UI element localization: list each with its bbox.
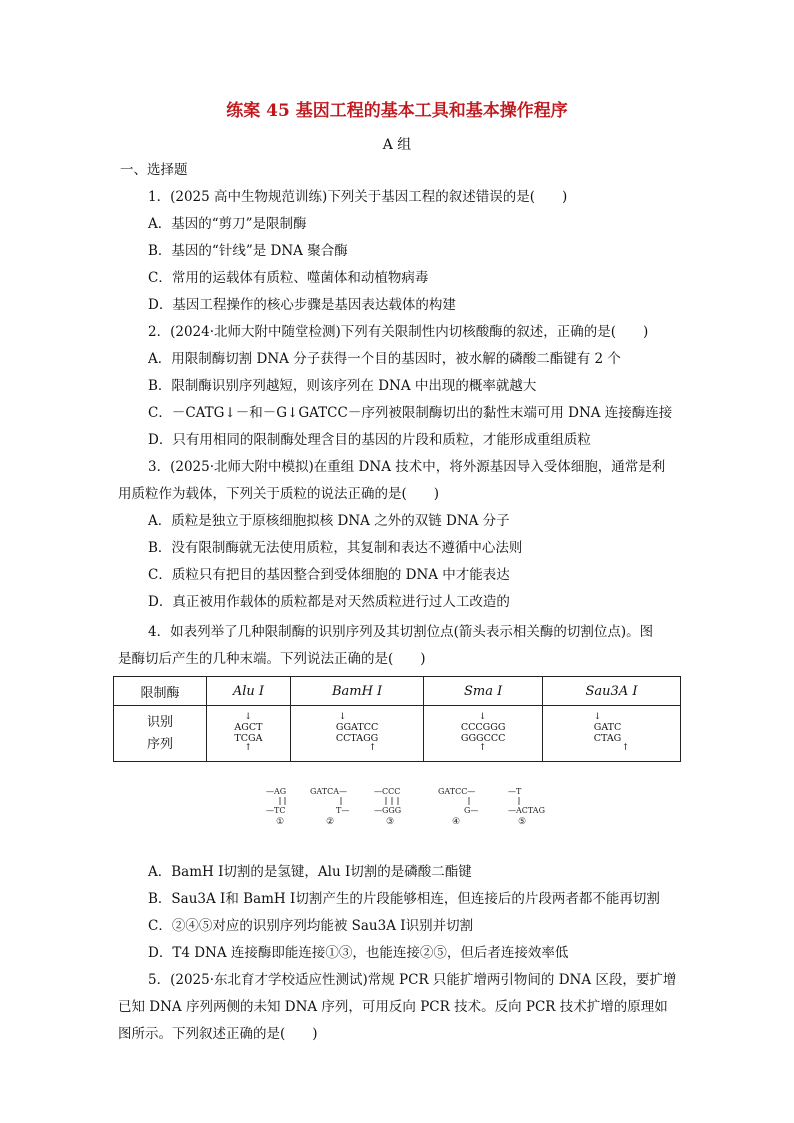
sticky-ends-figure [262,786,562,832]
table-header-sau3a: Sau3A Ⅰ [543,677,681,706]
q4-option-a[interactable]: A．BamH Ⅰ切割的是氢键，Alu Ⅰ切割的是磷酸二酯键 [148,864,472,880]
end-1-bottom: —TC [266,806,286,815]
cut-arrow-up-icon: ↑ [244,743,252,753]
end-3-number: ③ [386,817,395,827]
q1-stem: 1．(2025 高中生物规范训练)下列关于基因工程的叙述错误的是( ) [148,189,568,205]
page-title: 练案 45 基因工程的基本工具和基本操作程序 [226,101,568,121]
q3-option-c[interactable]: C．质粒只有把目的基因整合到受体细胞的 DNA 中才能表达 [148,567,510,583]
q4-option-d[interactable]: D．T4 DNA 连接酶即能连接①③，也能连接②⑤，但后者连接效率低 [148,945,569,961]
cut-arrow-up-icon: ↑ [478,743,487,753]
q5-stem-line2: 已知 DNA 序列两侧的未知 DNA 序列，可用反向 PCR 技术。反向 PCR 技术扩增的原理如 [118,999,668,1015]
end-1-number: ① [276,817,285,827]
cut-arrow-down-icon: ↓ [593,712,602,722]
table-header-sma: Sma Ⅰ [424,677,543,706]
q3-option-b[interactable]: B．没有限制酶就无法使用质粒，其复制和表达不遵循中心法则 [148,540,523,556]
q3-stem-line2: 用质粒作为载体，下列关于质粒的说法正确的是( ) [118,486,440,502]
table-header-alu: Alu Ⅰ [207,677,291,706]
seq-top: GATC [593,722,622,733]
end-4-top: GATCC— [438,787,476,796]
seq-top: AGCT [234,722,263,733]
end-4-bottom: G— [464,806,479,815]
end-2-top: GATCA— [310,787,347,796]
section-heading: 一、选择题 [120,162,188,178]
q2-option-b[interactable]: B．限制酶识别序列越短，则该序列在 DNA 中出现的概率就越大 [148,378,537,394]
table-header-bamh: BamH Ⅰ [290,677,423,706]
q4-option-c[interactable]: C．②④⑤对应的识别序列均能被 Sau3A Ⅰ识别并切割 [148,918,474,934]
sticky-ends-diagram [262,786,562,832]
seq-cell-sau3a [543,706,681,762]
enzyme-table [113,676,681,762]
q5-stem-line1: 5．(2025·东北育才学校适应性测试)常规 PCR 只能扩增两引物间的 DNA 区段，要扩增 [148,972,677,988]
seq-top: GGATCC [335,722,379,733]
q1-option-d[interactable]: D．基因工程操作的核心步骤是基因表达载体的构建 [148,297,456,313]
end-2-number: ② [326,817,335,827]
table-header-enzyme: 限制酶 [114,677,207,706]
q2-option-d[interactable]: D．只有用相同的限制酶处理含目的基因的片段和质粒，才能形成重组质粒 [148,432,591,448]
q4-stem-line1: 4．如表列举了几种限制酶的识别序列及其切割位点(箭头表示相关酶的切割位点)。图 [148,624,654,640]
end-2-bottom: T— [336,806,350,815]
q5-stem-line3: 图所示。下列叙述正确的是( ) [118,1026,318,1042]
seq-bottom: GGGCCC [460,733,506,744]
seq-top: CCCGGG [460,722,506,733]
seq-bottom: TCGA [234,733,263,744]
cut-arrow-down-icon: ↓ [244,712,252,722]
q2-option-c[interactable]: C．－CATG↓－和－G↓GATCC－序列被限制酶切出的黏性末端可用 DNA 连接酶连接 [148,405,673,421]
q1-option-c[interactable]: C．常用的运载体有质粒、噬菌体和动植物病毒 [148,270,429,286]
q2-stem: 2．(2024·北师大附中随堂检测)下列有关限制性内切核酸酶的叙述，正确的是( ) [148,324,649,340]
q3-stem-line1: 3．(2025·北师大附中模拟)在重组 DNA 技术中，将外源基因导入受体细胞，通常是利 [148,459,666,475]
cut-arrow-up-icon: ↑ [368,743,377,753]
q2-option-a[interactable]: A．用限制酶切割 DNA 分子获得一个目的基因时，被水解的磷酸二酯键有 2 个 [148,351,621,367]
cut-arrow-up-icon: ↑ [621,743,630,753]
end-3-top: —CCC [374,787,401,796]
end-4-number: ④ [452,817,461,827]
seq-bottom: CCTAGG [335,733,379,744]
cut-arrow-down-icon: ↓ [478,712,487,722]
seq-cell-sma [424,706,543,762]
q1-option-a[interactable]: A．基因的“剪刀”是限制酶 [148,216,307,232]
seq-cell-alu [207,706,291,762]
seq-cell-bamh [290,706,423,762]
end-5-bottom: —ACTAG [508,806,545,815]
q1-option-b[interactable]: B．基因的“针线”是 DNA 聚合酶 [148,243,348,259]
q4-stem-line2: 是酶切后产生的几种末端。下列说法正确的是( ) [118,651,426,667]
q4-option-b[interactable]: B．Sau3A Ⅰ和 BamH Ⅰ切割产生的片段能够相连，但连接后的片段两者都不能再切割 [148,891,660,907]
end-5-number: ⑤ [518,817,527,827]
end-5-top: —T [508,787,522,796]
q3-option-d[interactable]: D．真正被用作载体的质粒都是对天然质粒进行过人工改造的 [148,594,510,610]
q3-option-a[interactable]: A．质粒是独立于原核细胞拟核 DNA 之外的双链 DNA 分子 [148,513,510,529]
end-3-bottom: —GGG [374,806,402,815]
cut-arrow-down-icon: ↓ [338,712,347,722]
group-label: A 组 [382,137,412,153]
table-row-label [114,706,207,762]
end-1-top: —AG [266,787,287,796]
row-label-line1: 识别 [146,714,173,730]
row-label-line2: 序列 [146,736,173,752]
seq-bottom: CTAG [593,733,622,744]
